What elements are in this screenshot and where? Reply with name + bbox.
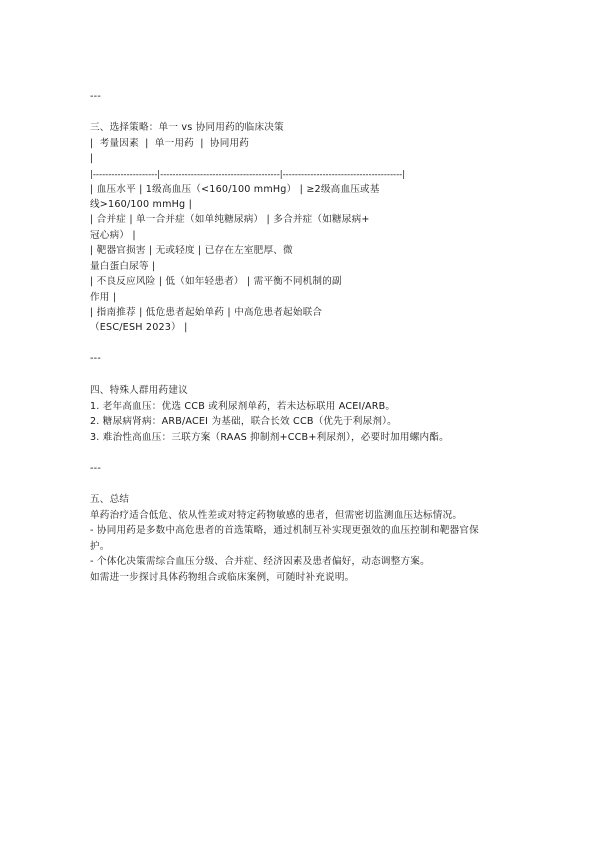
table-row-guideline-cont: （ESC/ESH 2023） | bbox=[90, 322, 188, 333]
summary-bullet-2: - 个体化决策需综合血压分级、合并症、经济因素及患者偏好，动态调整方案。 bbox=[90, 556, 430, 567]
table-row-guideline: | 指南推荐 | 低危患者起始单药 | 中高危患者起始联合 bbox=[90, 307, 323, 318]
list-item-resistant-hypertension: 3. 难治性高血压：三联方案（RAAS 抑制剂+CCB+利尿剂），必要时加用螺内酯。 bbox=[90, 432, 449, 443]
table-row-comorbidity: | 合并症 | 单一合并症（如单纯糖尿病） | 多合并症（如糖尿病+ bbox=[90, 214, 370, 225]
table-row-bp-level: | 血压水平 | 1级高血压（<160/100 mmHg） | ≥2级高血压或基 bbox=[90, 184, 380, 195]
table-row-comorbidity-cont: 冠心病） | bbox=[90, 230, 136, 241]
table-row-organ-damage: | 靶器官损害 | 无或轻度 | 已存在左室肥厚、微 bbox=[90, 245, 293, 256]
divider-2: --- bbox=[90, 353, 101, 364]
summary-bullet-1-cont: 护。 bbox=[90, 541, 110, 552]
table-header-row-cont: | bbox=[90, 153, 94, 164]
list-item-elderly: 1. 老年高血压：优选 CCB 或利尿剂单药，若未达标联用 ACEI/ARB。 bbox=[90, 401, 396, 412]
table-row-adverse-risk-cont: 作用 | bbox=[90, 292, 117, 303]
table-header-row: | 考量因素 | 单一用药 | 协同用药 bbox=[90, 138, 250, 149]
table-row-organ-damage-cont: 量白蛋白尿等 | bbox=[90, 261, 156, 272]
table-row-bp-level-cont: 线>160/100 mmHg | bbox=[90, 199, 193, 210]
list-item-diabetic-nephropathy: 2. 糖尿病肾病：ARB/ACEI 为基础，联合长效 CCB（优先于利尿剂）。 bbox=[90, 416, 397, 427]
section-4-heading: 四、特殊人群用药建议 bbox=[90, 385, 188, 396]
summary-paragraph-1: 单药治疗适合低危、依从性差或对特定药物敏感的患者，但需密切监测血压达标情况。 bbox=[90, 510, 463, 521]
table-row-adverse-risk: | 不良反应风险 | 低（如年轻患者） | 需平衡不同机制的副 bbox=[90, 276, 342, 287]
table-separator-row: |---------------------|---------------------------------------|---------------------------------------| bbox=[90, 170, 406, 180]
summary-bullet-1: - 协同用药是多数中高危患者的首选策略，通过机制互补实现更强效的血压控制和靶器官保 bbox=[90, 525, 479, 536]
divider-1: --- bbox=[90, 91, 101, 102]
divider-3: --- bbox=[90, 463, 101, 474]
section-3-heading: 三、选择策略：单一 vs 协同用药的临床决策 bbox=[90, 122, 284, 133]
section-5-heading: 五、总结 bbox=[90, 494, 130, 505]
summary-closing: 如需进一步探讨具体药物组合或临床案例，可随时补充说明。 bbox=[90, 572, 355, 583]
